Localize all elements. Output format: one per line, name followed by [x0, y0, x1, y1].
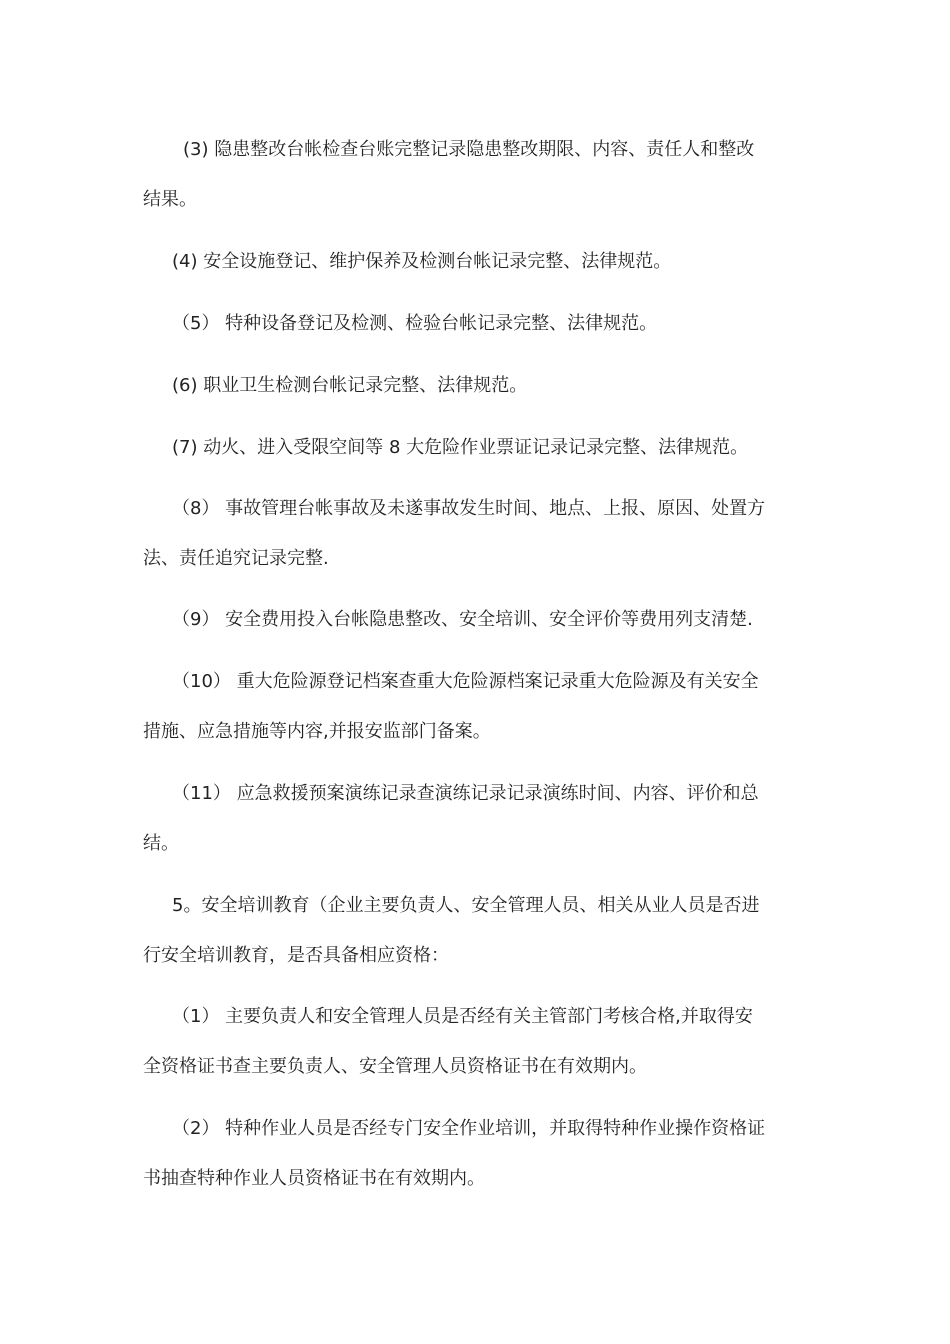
paragraph-5: （5） 特种设备登记及检测、检验台帐记录完整、法律规范。 [172, 313, 658, 334]
paragraph-10-line-1: （10） 重大危险源登记档案查重大危险源档案记录重大危险源及有关安全 [172, 671, 759, 692]
item-1-line-1: （1） 主要负责人和安全管理人员是否经有关主管部门考核合格,并取得安 [172, 1006, 753, 1027]
paragraph-10-line-2: 措施、应急措施等内容,并报安监部门备案。 [143, 721, 491, 742]
paragraph-6: (6) 职业卫生检测台帐记录完整、法律规范。 [172, 375, 528, 396]
paragraph-9: （9） 安全费用投入台帐隐患整改、安全培训、安全评价等费用列支清楚. [172, 609, 753, 630]
paragraph-3-line-1: (3) 隐患整改台帐检查台账完整记录隐患整改期限、内容、责任人和整改 [183, 139, 755, 160]
paragraph-4: (4) 安全设施登记、维护保养及检测台帐记录完整、法律规范。 [172, 251, 672, 272]
item-2-line-1: （2） 特种作业人员是否经专门安全作业培训，并取得特种作业操作资格证 [172, 1118, 766, 1139]
item-1-line-2: 全资格证书查主要负责人、安全管理人员资格证书在有效期内。 [143, 1056, 647, 1077]
paragraph-7: (7) 动火、进入受限空间等 8 大危险作业票证记录记录完整、法律规范。 [172, 437, 749, 458]
section-5-line-1: 5。安全培训教育（企业主要负责人、安全管理人员、相关从业人员是否进 [172, 895, 760, 916]
paragraph-8-line-1: （8） 事故管理台帐事故及未遂事故发生时间、地点、上报、原因、处置方 [172, 498, 766, 519]
section-5-line-2: 行安全培训教育，是否具备相应资格： [143, 945, 449, 966]
paragraph-8-line-2: 法、责任追究记录完整. [143, 548, 329, 569]
item-2-line-2: 书抽查特种作业人员资格证书在有效期内。 [143, 1168, 485, 1189]
paragraph-11-line-1: （11） 应急救援预案演练记录查演练记录记录演练时间、内容、评价和总 [172, 783, 759, 804]
paragraph-3-line-2: 结果。 [143, 189, 197, 210]
paragraph-11-line-2: 结。 [143, 833, 179, 854]
